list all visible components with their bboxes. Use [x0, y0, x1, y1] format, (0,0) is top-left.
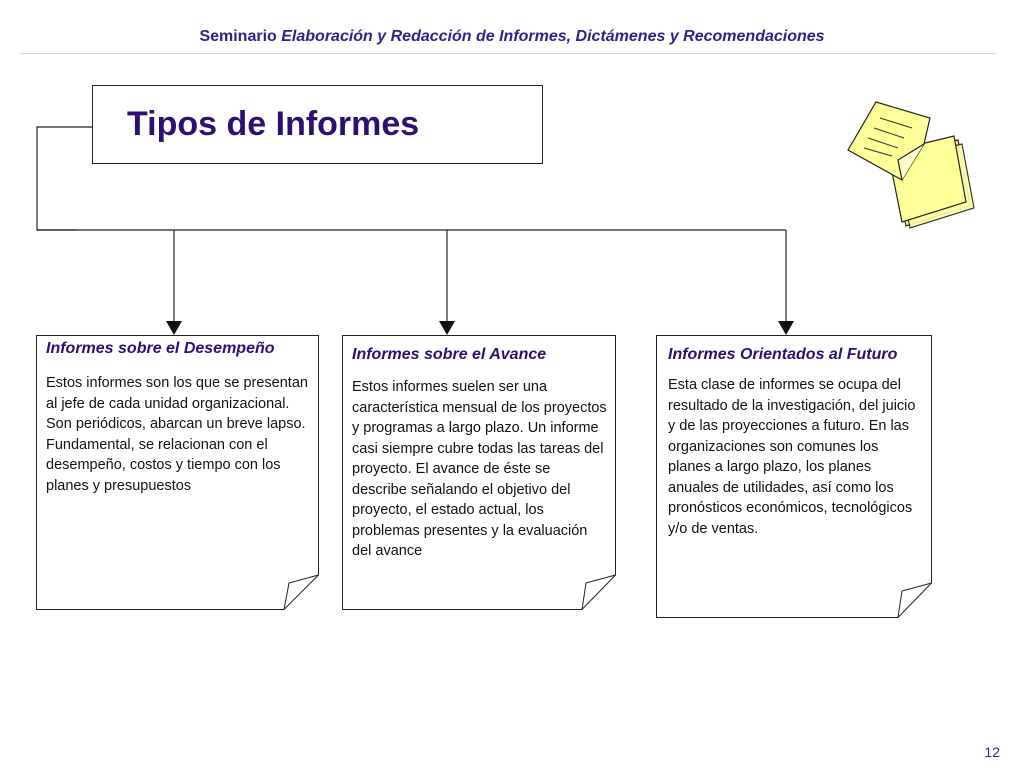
- card-futuro: [656, 335, 932, 618]
- card-body: Esta clase de informes se ocupa del resultado de la investigación, del juicio y de las proyecciones a futuro. En las organizaciones son comunes los planes a largo plazo, los planes anuales de utilidades, así como los pronósticos económicos, tecnológicos y/o de ventas.: [668, 377, 916, 537]
- page-number: 12: [984, 744, 1000, 760]
- title-bracket-line: [37, 127, 92, 230]
- header-lead: Seminario: [199, 28, 277, 45]
- card-heading: Informes sobre el Avance: [352, 346, 547, 363]
- card-body: Estos informes suelen ser una característica mensual de los proyectos y programas a largo plazo. Un informe casi siempre cubre todas las tareas del proyecto. El avance de éste se describe señalando el objetivo del proyecto, el estado actual, los problemas presentes y la evaluación del avance: [352, 379, 607, 559]
- header-subtitle: Elaboración y Redacción de Informes, Dictámenes y Recomendaciones: [281, 28, 825, 45]
- arrow-head-2: [439, 321, 455, 335]
- card-avance: [342, 335, 616, 610]
- arrow-head-3: [778, 321, 794, 335]
- arrow-head-1: [166, 321, 182, 335]
- page-title: Tipos de Informes: [127, 105, 420, 143]
- card-desempeno: [36, 335, 319, 610]
- sticky-notes-icon: [840, 96, 980, 236]
- card-heading: Informes Orientados al Futuro: [668, 346, 898, 363]
- card-body: Estos informes son los que se presentan al jefe de cada unidad organizacional. Son periódicos, abarcan un breve lapso. Fundamental, se relacionan con el desempeño, costos y tiempo con los planes y presupuestos: [46, 375, 308, 494]
- card-heading: Informes sobre el Desempeño: [46, 340, 275, 357]
- title-box: [92, 85, 543, 164]
